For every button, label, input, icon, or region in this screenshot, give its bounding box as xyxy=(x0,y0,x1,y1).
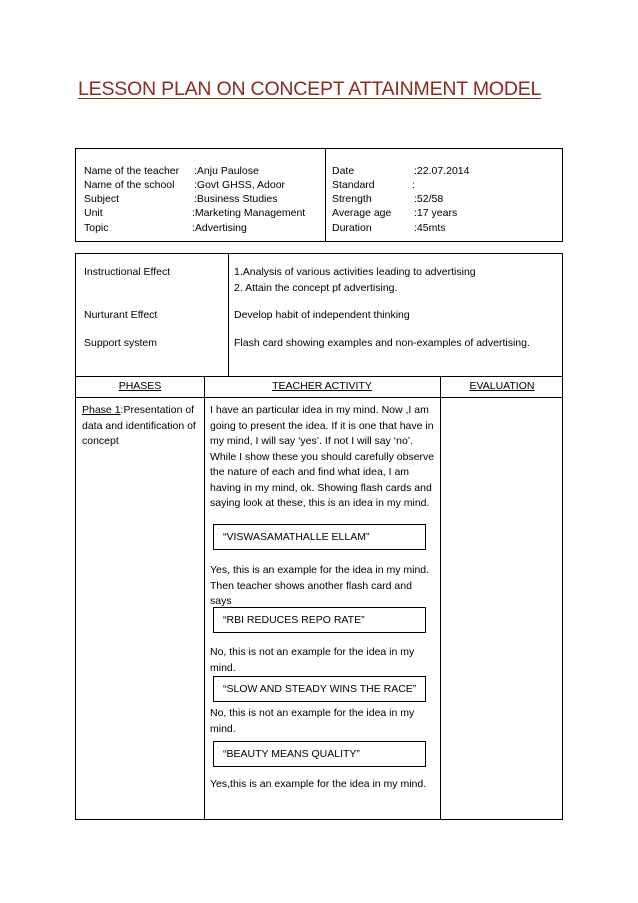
phases-table xyxy=(75,376,563,820)
info-label: Duration xyxy=(332,222,372,234)
info-label: Standard xyxy=(332,179,375,191)
activity-after-card2: No, this is not an example for the idea in my mind. xyxy=(210,646,415,674)
flash-card-4: “BEAUTY MEANS QUALITY” xyxy=(213,741,426,767)
column-divider xyxy=(440,377,441,819)
info-value: : xyxy=(412,179,415,191)
info-value: :22.07.2014 xyxy=(414,165,470,177)
info-label: Name of the school xyxy=(84,179,175,191)
info-value: :45mts xyxy=(414,222,446,234)
info-label: Subject xyxy=(84,193,120,205)
info-label: Unit xyxy=(84,207,103,219)
info-label: Name of the teacher xyxy=(84,165,180,177)
info-value: :Govt GHSS, Adoor xyxy=(194,179,286,191)
phase-1-cell xyxy=(82,403,200,450)
flash-card-1: “VISWASAMATHALLE ELLAM” xyxy=(213,524,426,550)
effects-divider xyxy=(228,254,229,376)
lesson-info-box xyxy=(75,148,563,242)
header-evaluation: EVALUATION xyxy=(469,380,535,392)
info-label: Date xyxy=(332,165,355,177)
nurturant-effect-label: Nurturant Effect xyxy=(84,309,158,321)
flash-card-3: “SLOW AND STEADY WINS THE RACE” xyxy=(213,676,426,702)
column-divider xyxy=(204,377,205,819)
activity-after-card1: Yes, this is an example for the idea in my mind. Then teacher shows another flash card and says xyxy=(210,564,430,607)
instructional-effect-label: Instructional Effect xyxy=(84,266,171,278)
phase-label: Phase 1 xyxy=(82,404,121,416)
header-phases: PHASES xyxy=(118,380,162,392)
info-value: :Marketing Management xyxy=(192,207,306,219)
info-value: :Anju Paulose xyxy=(194,165,259,177)
instructional-effect-line1: 1.Analysis of various activities leading to advertising xyxy=(234,266,476,278)
activity-intro: I have an particular idea in my mind. Now ,I am going to present the idea. If it is one that have in my mind, I will say ‘yes’. If not I will say ‘no’. While I show these you should carefully observe the nature of each and find what idea, I am having in my mind, ok. Showing flash cards and saying look at these, this is an idea in my mind. xyxy=(210,404,435,509)
info-value: :52/58 xyxy=(414,193,444,205)
activity-after-card4: Yes,this is an example for the idea in my mind. xyxy=(210,778,427,790)
effects-box xyxy=(75,253,563,377)
flash-card-2: “RBI REDUCES REPO RATE” xyxy=(213,607,426,633)
page-title: LESSON PLAN ON CONCEPT ATTAINMENT MODEL xyxy=(78,78,542,100)
instructional-effect-line2: 2. Attain the concept pf advertising. xyxy=(234,282,398,294)
info-label: Topic xyxy=(84,222,109,234)
phase-description: :Presentation of data and identification of concept xyxy=(82,404,196,447)
nurturant-effect-value: Develop habit of independent thinking xyxy=(234,309,410,321)
support-system-label: Support system xyxy=(84,337,157,349)
info-value: :Advertising xyxy=(192,222,247,234)
activity-after-card3: No, this is not an example for the idea in my mind. xyxy=(210,707,415,735)
header-teacher-activity: TEACHER ACTIVITY xyxy=(272,380,372,392)
info-label: Average age xyxy=(332,207,392,219)
info-label: Strength xyxy=(332,193,372,205)
support-system-value: Flash card showing examples and non-examples of advertising. xyxy=(234,337,530,349)
info-divider xyxy=(325,149,326,241)
info-value: :17 years xyxy=(414,207,458,219)
info-value: :Business Studies xyxy=(194,193,278,205)
